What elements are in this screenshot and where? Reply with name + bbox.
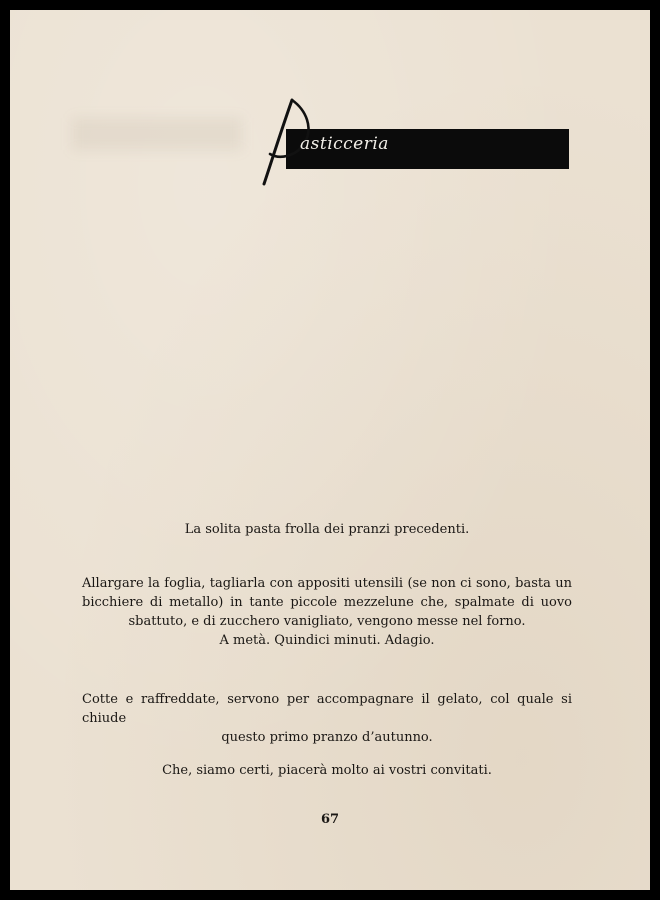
paragraph-2 — [82, 574, 572, 650]
book-page — [10, 10, 650, 890]
paragraph-3-line-1: Cotte e raffreddate, servono per accompagnare il gelato, col quale si chiude — [82, 692, 572, 726]
title-initial-text: P — [258, 90, 259, 91]
section-title: asticceria — [300, 134, 389, 154]
bleed-through-shadow — [72, 118, 242, 150]
paragraph-2-line-3: sbattuto, e di zucchero vanigliato, vengono messe nel forno. — [128, 614, 526, 629]
paragraph-2-line-2: bicchiere di metallo) in tante piccole mezzelune che, spalmate di uovo — [82, 595, 572, 610]
paragraph-3-line-2: questo primo pranzo d’autunno. — [221, 730, 433, 745]
paragraph-1: La solita pasta frolla dei pranzi precedenti. — [184, 522, 470, 537]
paragraph-4: Che, siamo certi, piacerà molto ai vostri convitati. — [162, 763, 492, 778]
paragraph-3 — [82, 690, 572, 747]
page-number: 67 — [320, 812, 340, 827]
paragraph-2-line-1: Allargare la foglia, tagliarla con appositi utensili (se non ci sono, basta un — [82, 576, 572, 591]
paragraph-2-line-4: A metà. Quindici minuti. Adagio. — [219, 633, 435, 648]
